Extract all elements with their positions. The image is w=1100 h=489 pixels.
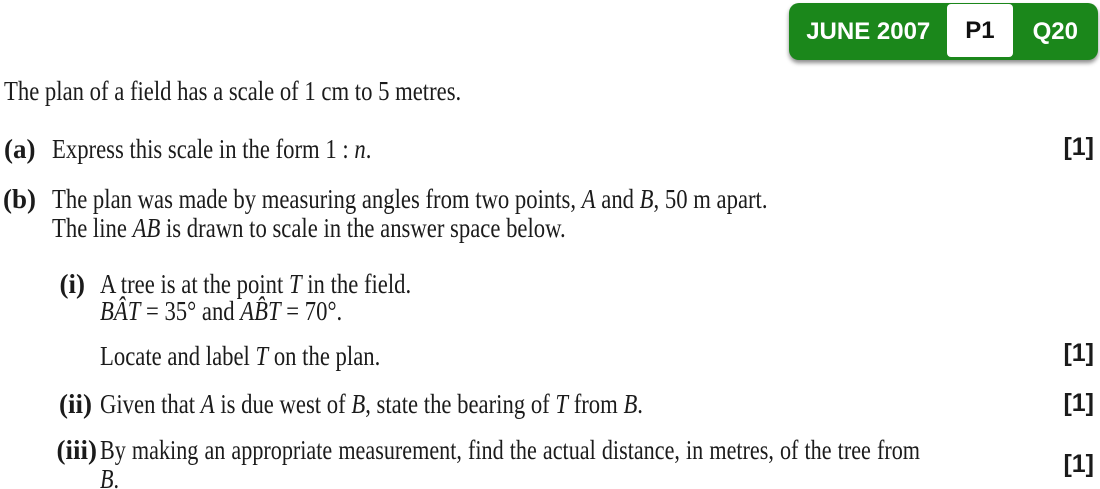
part-a-text: Express this scale in the form 1 : n. xyxy=(52,134,372,164)
part-b-i-locate-line: Locate and label T on the plan. xyxy=(100,341,381,371)
badge-paper-label: P1 xyxy=(947,4,1012,57)
question-badge xyxy=(789,3,1098,60)
part-b-i-angles-line: BÂT = 35° and AB̂T = 70°. xyxy=(100,296,343,326)
intro-text: The plan of a field has a scale of 1 cm to 5 metres. xyxy=(4,76,462,106)
part-b-ii-mark: [1] xyxy=(1063,389,1094,417)
badge-session-label: JUNE 2007 xyxy=(806,17,931,45)
part-b-i-mark: [1] xyxy=(1063,339,1094,367)
part-b-ii-text: Given that A is due west of B, state the bearing of T from B. xyxy=(100,389,643,419)
part-b-iii-text: By making an appropriate measurement, find the actual distance, in metres, of the tree from B. xyxy=(100,435,920,489)
part-b-iii-mark: [1] xyxy=(1063,450,1094,478)
part-b-i-text-line1: A tree is at the point T in the field. xyxy=(100,269,412,299)
part-b-i-label: (i) xyxy=(59,269,85,299)
part-b-iii-label: (iii) xyxy=(56,435,97,465)
part-b-text-line2: The line AB is drawn to scale in the answer space below. xyxy=(52,213,566,243)
part-b-text-line1: The plan was made by measuring angles from two points, A and B, 50 m apart. xyxy=(52,184,768,214)
badge-question-label: Q20 xyxy=(1032,17,1078,45)
part-b-ii-label: (ii) xyxy=(59,389,92,419)
part-b-label: (b) xyxy=(3,184,36,214)
part-a-label: (a) xyxy=(4,134,36,164)
part-a-mark: [1] xyxy=(1063,133,1094,161)
